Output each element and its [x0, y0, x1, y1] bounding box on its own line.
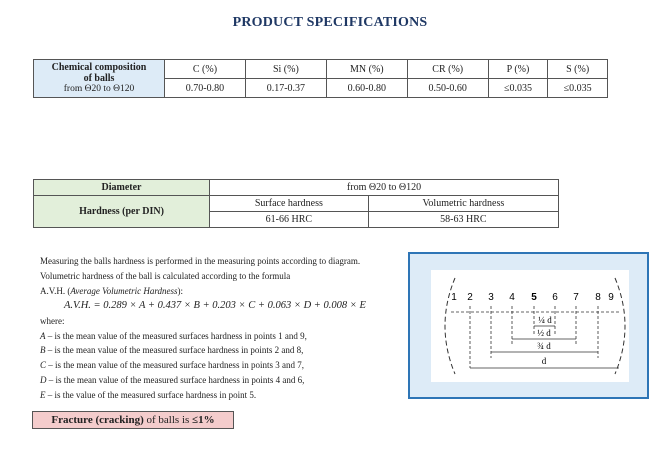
variable-c: C	[40, 360, 47, 371]
value-si: 0.17-0.37	[245, 79, 326, 98]
point-label-3: 3	[488, 292, 494, 303]
definition-e-text: – is the value of the measured surface hardness in point 5.	[45, 390, 257, 401]
point-label-7: 7	[573, 292, 579, 303]
definition-b-text: – is the mean value of the measured surface hardness in points 2 and 8,	[45, 345, 304, 356]
point-label-6: 6	[552, 292, 558, 303]
chemical-composition-table	[33, 59, 608, 98]
chemical-header-range: from Θ20 to Θ120	[63, 84, 135, 94]
quarter-d-label: ¼ d	[538, 315, 552, 325]
measurement-description	[40, 254, 366, 403]
chemical-header-line2: of balls	[83, 73, 115, 84]
value-p: ≤0.035	[488, 79, 548, 98]
variable-e: E	[40, 390, 46, 401]
point-label-2: 2	[467, 292, 473, 303]
value-cr: 0.50-0.60	[407, 79, 488, 98]
definition-a	[40, 329, 366, 344]
avh-formula: A.V.H. = 0.289 × A + 0.437 × B + 0.203 × C + 0.063 × D + 0.008 × E	[64, 299, 366, 311]
avh-suffix: ):	[177, 285, 183, 296]
volumetric-hardness-value: 58-63 HRC	[368, 212, 558, 228]
definition-e	[40, 388, 366, 403]
diameter-label: Diameter	[34, 180, 210, 196]
column-header-p: P (%)	[488, 60, 548, 79]
variable-d: D	[40, 375, 47, 386]
measurement-line-2: Volumetric hardness of the ball is calculated according to the formula	[40, 270, 291, 281]
point-label-9: 9	[608, 292, 614, 303]
column-header-cr: CR (%)	[407, 60, 488, 79]
definition-d	[40, 373, 366, 388]
definition-c-text: – is the mean value of the measured surface hardness in points 3 and 7,	[46, 360, 304, 371]
variable-b: B	[40, 345, 46, 356]
chemical-header-cell	[34, 60, 165, 98]
definition-b	[40, 343, 366, 358]
surface-hardness-value: 61-66 HRC	[210, 212, 369, 228]
value-s: ≤0.035	[548, 79, 608, 98]
diagram-canvas	[431, 270, 629, 382]
point-label-1: 1	[451, 292, 457, 303]
fracture-label: Fracture (cracking)	[51, 414, 144, 426]
hardness-table	[33, 179, 559, 228]
value-mn: 0.60-0.80	[326, 79, 407, 98]
ball-cross-section-svg	[431, 270, 629, 382]
definition-d-text: – is the mean value of the measured surface hardness in points 4 and 6,	[46, 375, 305, 386]
avh-prefix: A.V.H. (	[40, 285, 71, 296]
ball-right-arc	[615, 278, 625, 374]
measurement-line-3	[40, 284, 366, 299]
surface-hardness-header: Surface hardness	[210, 196, 369, 212]
point-label-8: 8	[595, 292, 601, 303]
hardness-label: Hardness (per DIN)	[34, 196, 210, 228]
where-label: where:	[40, 315, 65, 326]
diameter-d-label: d	[541, 356, 547, 366]
column-header-s: S (%)	[548, 60, 608, 79]
fracture-middle: of balls is	[143, 414, 193, 426]
definition-c	[40, 358, 366, 373]
point-label-4: 4	[509, 292, 515, 303]
point-label-5: 5	[531, 292, 537, 303]
fracture-note	[32, 411, 234, 429]
measurement-line-1: Measuring the balls hardness is performed in the measuring points according to diagram.	[40, 256, 361, 266]
column-header-c: C (%)	[165, 60, 246, 79]
column-header-si: Si (%)	[245, 60, 326, 79]
measuring-points-diagram	[408, 252, 649, 399]
volumetric-hardness-header: Volumetric hardness	[368, 196, 558, 212]
variable-a: A	[40, 330, 46, 341]
three-quarter-d-label: ¾ d	[537, 341, 551, 351]
value-c: 0.70-0.80	[165, 79, 246, 98]
chemical-header-line1: Chemical composition	[51, 62, 147, 73]
fracture-value: ≤1%	[192, 414, 215, 426]
half-d-label: ½ d	[537, 328, 551, 338]
column-header-mn: MN (%)	[326, 60, 407, 79]
diameter-value: from Θ20 to Θ120	[210, 180, 559, 196]
definition-a-text: – is the mean value of the measured surfaces hardness in points 1 and 9,	[45, 330, 307, 341]
avh-name: Average Volumetric Hardness	[70, 285, 178, 296]
page-title: PRODUCT SPECIFICATIONS	[232, 15, 428, 30]
